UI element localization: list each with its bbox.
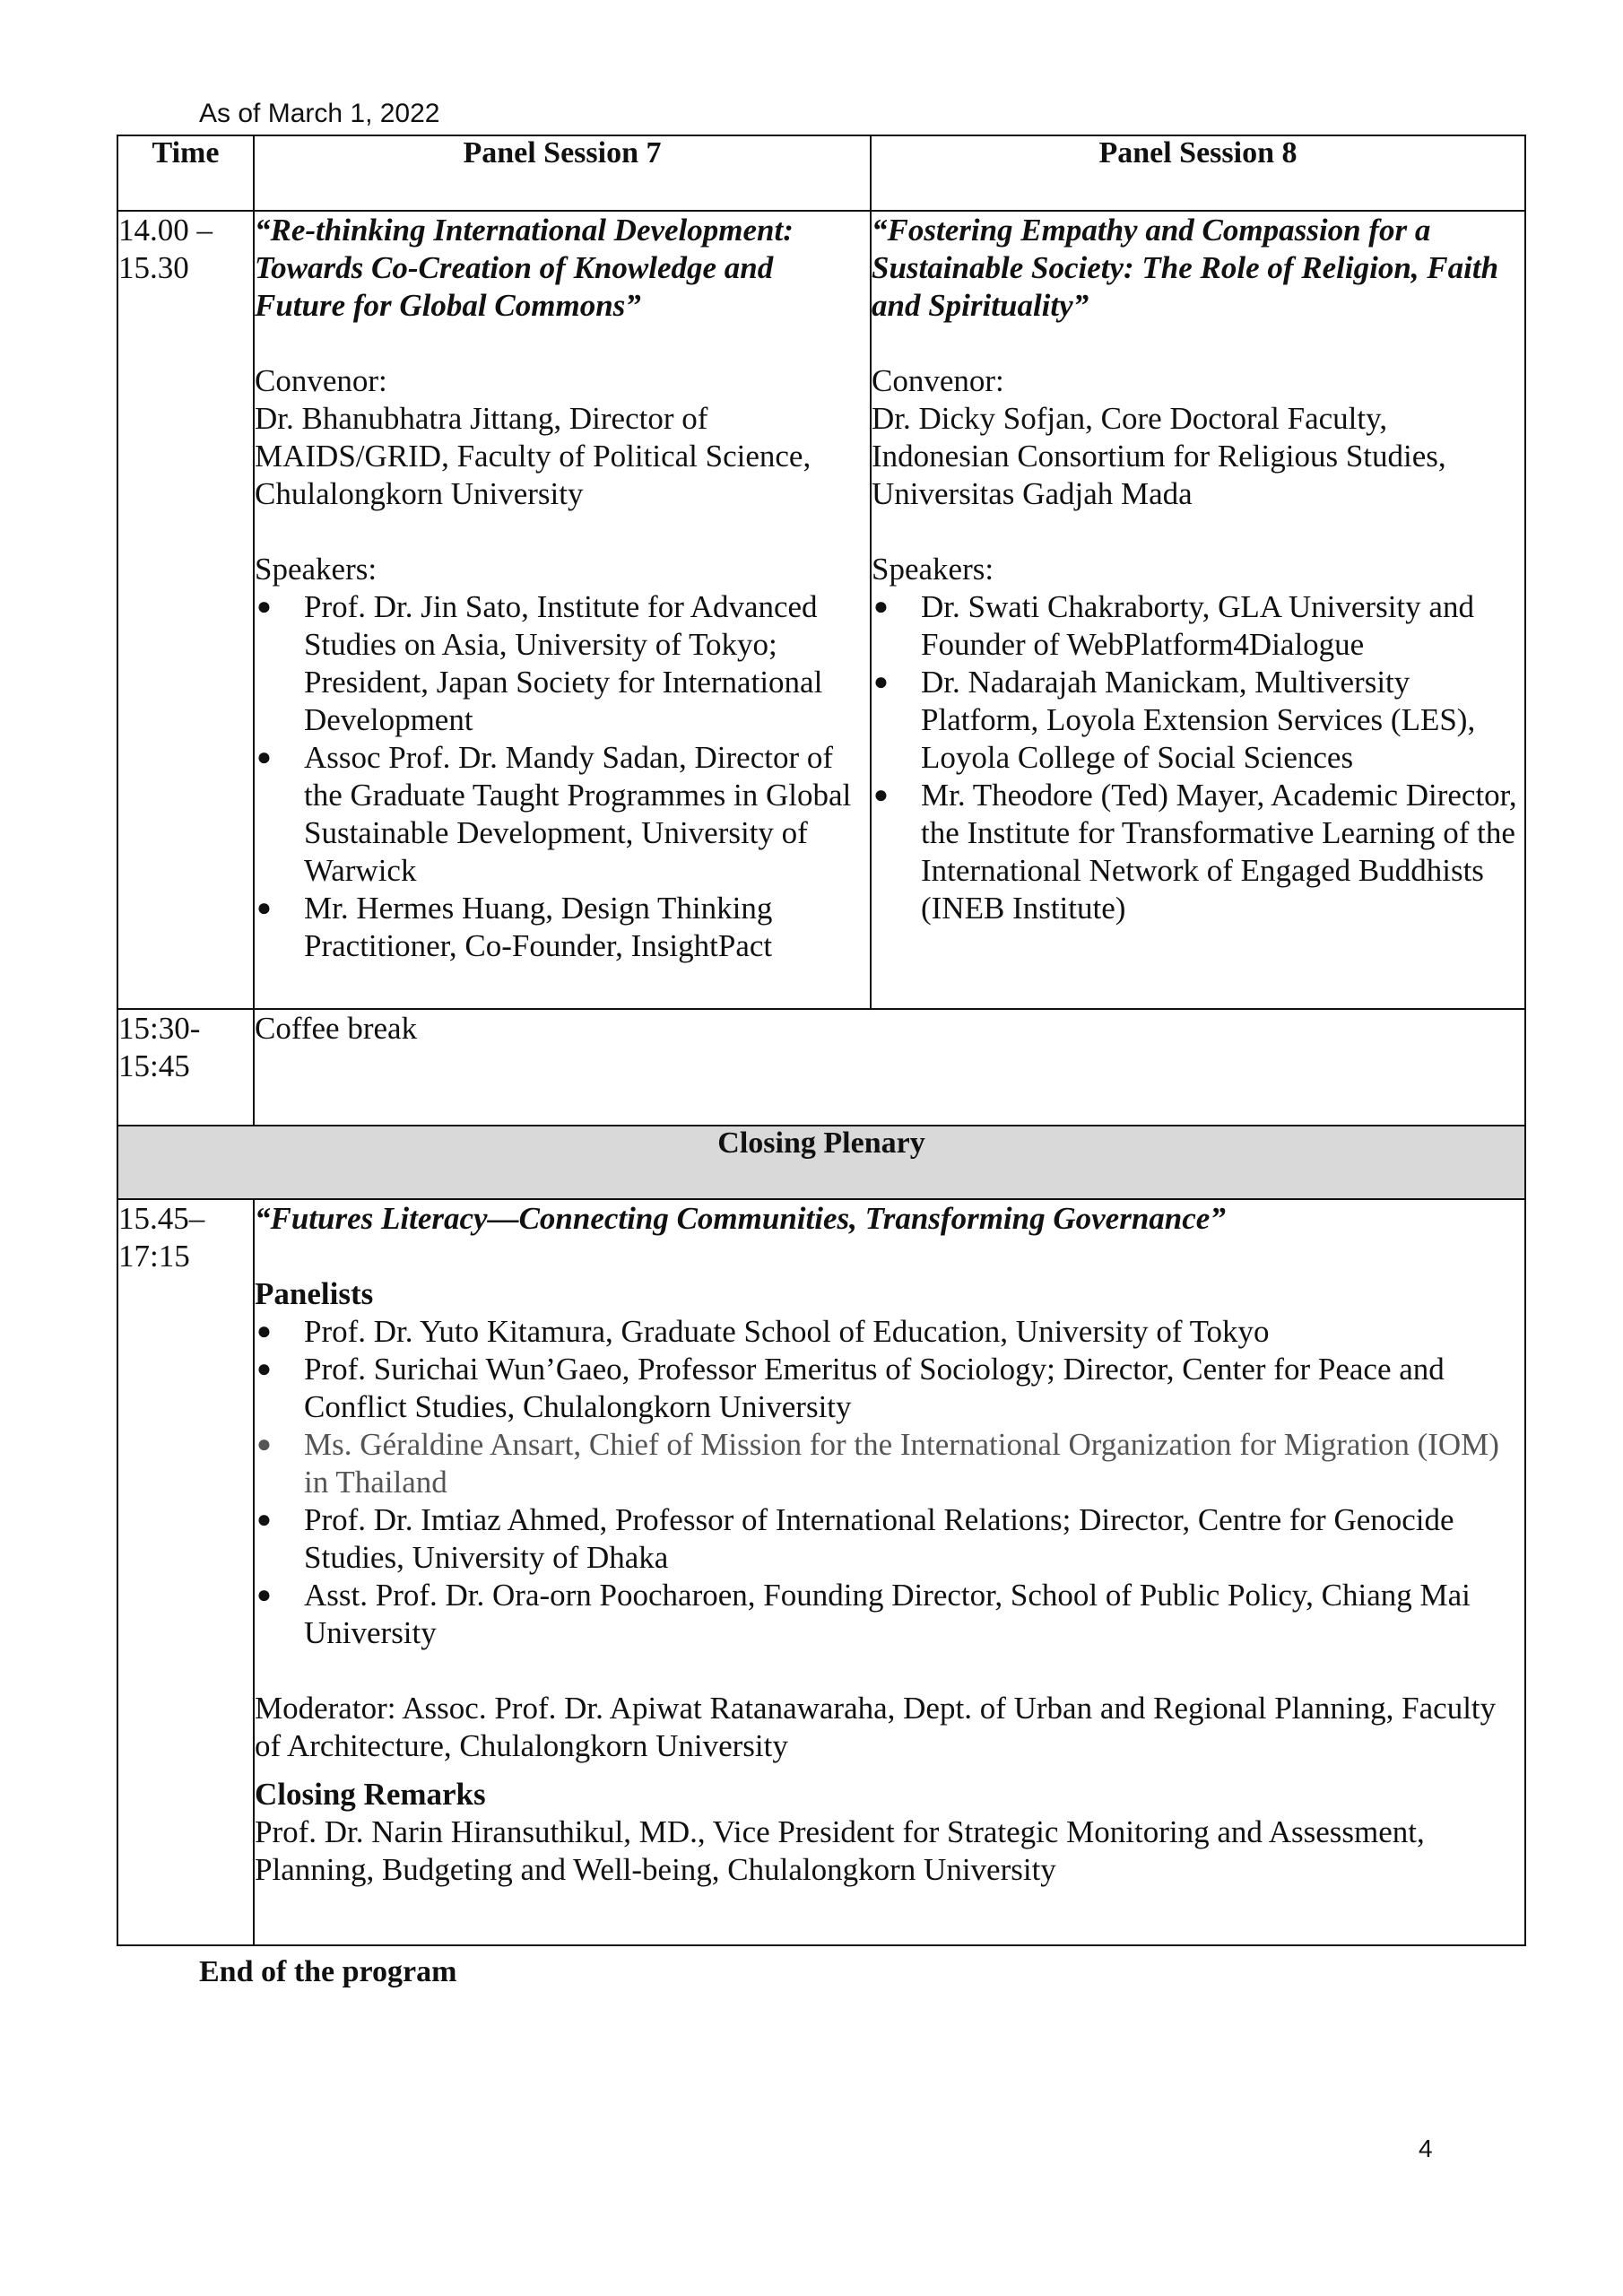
list-item: ● Prof. Dr. Jin Sato, Institute for Advanced Studies on Asia, University of Tokyo; President, Japan Society for International Development bbox=[255, 588, 870, 739]
list-item: ● Ms. Géraldine Ansart, Chief of Mission for the International Organization for Migration (IOM) in Thailand bbox=[255, 1426, 1524, 1501]
panel-8-speakers-label: Speakers: bbox=[872, 552, 994, 587]
coffee-break-row bbox=[117, 1009, 1525, 1126]
panel-7-speakers-list bbox=[255, 588, 870, 965]
header-time: Time bbox=[117, 135, 254, 211]
as-of-date: As of March 1, 2022 bbox=[199, 99, 440, 128]
list-item: ● Assoc Prof. Dr. Mandy Sadan, Director of the Graduate Taught Programmes in Global Sustainable Development, University of Warwick bbox=[255, 739, 870, 890]
panel-7-cell bbox=[254, 211, 871, 1009]
closing-plenary-header-row bbox=[117, 1126, 1525, 1199]
panelists-label: Panelists bbox=[255, 1276, 374, 1311]
panel-sessions-row bbox=[117, 211, 1525, 1009]
list-item: ● Asst. Prof. Dr. Ora-orn Poocharoen, Founding Director, School of Public Policy, Chiang Mai University bbox=[255, 1577, 1524, 1652]
page-number: 4 bbox=[1419, 2135, 1433, 2162]
panel-8-convenor: Dr. Dicky Sofjan, Core Doctoral Faculty, Indonesian Consortium for Religious Studies, Universitas Gadjah Mada bbox=[872, 401, 1446, 511]
plenary-time: 15.45– 17:15 bbox=[117, 1199, 254, 1945]
panelists-list bbox=[255, 1313, 1524, 1652]
panel-8-speakers-list bbox=[872, 588, 1524, 927]
plenary-row bbox=[117, 1199, 1525, 1945]
plenary-cell bbox=[254, 1199, 1525, 1945]
header-panel-8: Panel Session 8 bbox=[871, 135, 1525, 211]
panel-8-cell bbox=[871, 211, 1525, 1009]
plenary-title: “Futures Literacy—Connecting Communities, Transforming Governance” bbox=[255, 1201, 1226, 1236]
session-time: 14.00 – 15.30 bbox=[117, 211, 254, 1009]
list-item: ● Mr. Hermes Huang, Design Thinking Practitioner, Co-Founder, InsightPact bbox=[255, 890, 870, 965]
panel-7-title: “Re-thinking International Development: Towards Co-Creation of Knowledge and Future for Global Commons” bbox=[255, 213, 794, 323]
panel-8-title: “Fostering Empathy and Compassion for a Sustainable Society: The Role of Religion, Faith and Spirituality” bbox=[872, 213, 1499, 323]
table-header-row bbox=[117, 135, 1525, 211]
header-panel-7: Panel Session 7 bbox=[254, 135, 871, 211]
list-item: ● Dr. Swati Chakraborty, GLA University and Founder of WebPlatform4Dialogue bbox=[872, 588, 1524, 664]
panel-7-speakers-label: Speakers: bbox=[255, 552, 378, 587]
closing-remarks: Prof. Dr. Narin Hiransuthikul, MD., Vice President for Strategic Monitoring and Assessment, Planning, Budgeting and Well-being, Chulalongkorn University bbox=[255, 1814, 1425, 1887]
list-item: ● Dr. Nadarajah Manickam, Multiversity Platform, Loyola Extension Services (LES), Loyola College of Social Sciences bbox=[872, 664, 1524, 777]
closing-plenary-header: Closing Plenary bbox=[117, 1126, 1525, 1199]
panel-7-convenor-label: Convenor: bbox=[255, 363, 387, 398]
program-table bbox=[117, 135, 1526, 1946]
moderator: Moderator: Assoc. Prof. Dr. Apiwat Ratanawaraha, Dept. of Urban and Regional Planning, Faculty of Architecture, Chulalongkorn University bbox=[255, 1691, 1497, 1763]
list-item: ● Prof. Dr. Yuto Kitamura, Graduate School of Education, University of Tokyo bbox=[255, 1313, 1524, 1351]
panel-7-convenor: Dr. Bhanubhatra Jittang, Director of MAIDS/GRID, Faculty of Political Science, Chulalongkorn University bbox=[255, 401, 812, 511]
list-item: ● Mr. Theodore (Ted) Mayer, Academic Director, the Institute for Transformative Learning of the International Network of Engaged Buddhists (INEB Institute) bbox=[872, 777, 1524, 927]
closing-remarks-label: Closing Remarks bbox=[255, 1777, 486, 1812]
end-of-program: End of the program bbox=[199, 1955, 457, 1988]
list-item: ● Prof. Dr. Imtiaz Ahmed, Professor of International Relations; Director, Centre for Genocide Studies, University of Dhaka bbox=[255, 1501, 1524, 1577]
coffee-break-label: Coffee break bbox=[254, 1009, 1525, 1126]
coffee-time: 15:30- 15:45 bbox=[117, 1009, 254, 1126]
panel-8-convenor-label: Convenor: bbox=[872, 363, 1004, 398]
list-item: ● Prof. Surichai Wun’Gaeo, Professor Emeritus of Sociology; Director, Center for Peace and Conflict Studies, Chulalongkorn University bbox=[255, 1351, 1524, 1426]
